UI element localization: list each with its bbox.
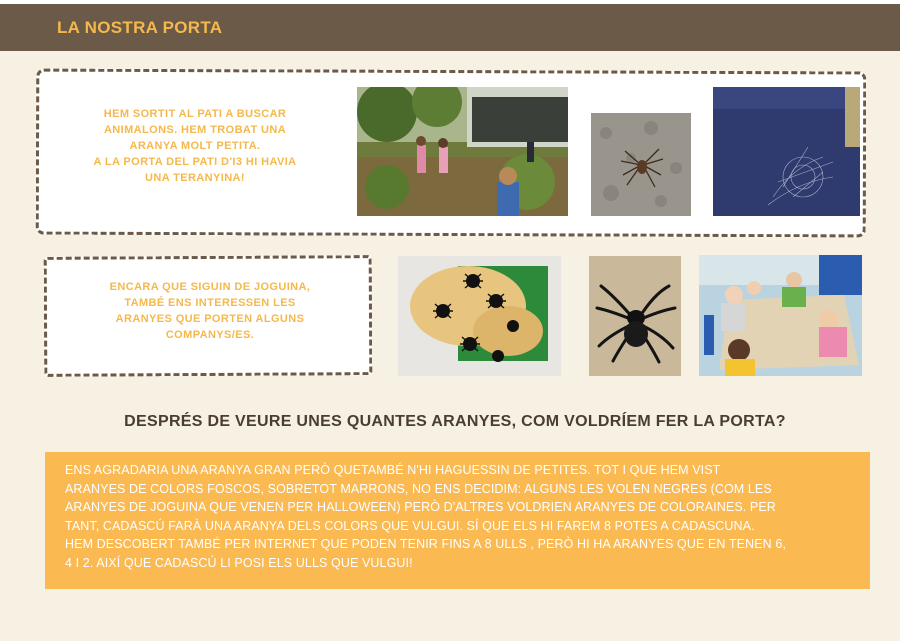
answer-line: TANT, CADASCÚ FARÀ UNA ARANYA DELS COLORS QUE VULGUI. SÍ QUE ELS HI FAREM 8 POTES A CADASCUNA. xyxy=(65,518,755,533)
answer-line: ARANYES DE COLORS FOSCOS, SOBRETOT MARRONS, NO ENS DECIDIM: ALGUNS LES VOLEN NEGRES (COM LES xyxy=(65,481,772,496)
photo-small-spider xyxy=(591,113,691,216)
story-line: ARANYA MOLT PETITA. xyxy=(129,140,261,152)
story-line: ENCARA QUE SIGUIN DE JOGUINA, xyxy=(109,281,311,293)
photo-toy-spider-hat xyxy=(398,256,561,376)
page-title: LA NOSTRA PORTA xyxy=(57,18,223,37)
answer-text xyxy=(65,461,865,572)
page-header xyxy=(0,4,900,51)
story-line: ARANYES QUE PORTEN ALGUNS xyxy=(115,313,305,325)
photo-spider-web xyxy=(713,87,860,216)
story-line: HEM SORTIT AL PATI A BUSCAR xyxy=(103,108,287,120)
answer-line: ARANYES DE JOGUINA QUE VENEN PER HALLOWEEN) PERÒ D'ALTRES VOLDRIEN ARANYES DE COLORAINES. PER xyxy=(65,500,776,514)
photo-children-table xyxy=(699,255,862,376)
story-text-garden xyxy=(60,106,330,186)
photo-children-garden xyxy=(357,87,568,216)
answer-line: HEM DESCOBERT TAMBÉ PER INTERNET QUE PODEN TENIR FINS A 8 ULLS , PERÒ HI HA ARANYES QUE EN TENEN 6, xyxy=(65,537,786,551)
photo-black-toy-spider xyxy=(589,256,681,376)
story-line: ANIMALONS. HEM TROBAT UNA xyxy=(103,124,287,136)
answer-line: ENS AGRADARIA UNA ARANYA GRAN PERÒ QUETAMBÉ N'HI HAGUESSIN DE PETITES. TOT I QUE HEM VIST xyxy=(65,463,721,477)
story-line: UNA TERANYINA! xyxy=(145,172,245,184)
story-line: A LA PORTA DEL PATI D'I3 HI HAVIA xyxy=(93,156,297,168)
answer-line: 4 I 2. AIXÍ QUE CADASCÚ LI POSI ELS ULLS QUE VULGUI! xyxy=(65,555,413,570)
section-question: DESPRÉS DE VEURE UNES QUANTES ARANYES, COM VOLDRÍEM FER LA PORTA? xyxy=(124,413,786,430)
story-line: COMPANYS/ES. xyxy=(165,329,255,341)
story-text-toys xyxy=(70,279,350,343)
answer-box xyxy=(45,452,870,589)
story-line: TAMBÉ ENS INTERESSEN LES xyxy=(124,297,296,309)
